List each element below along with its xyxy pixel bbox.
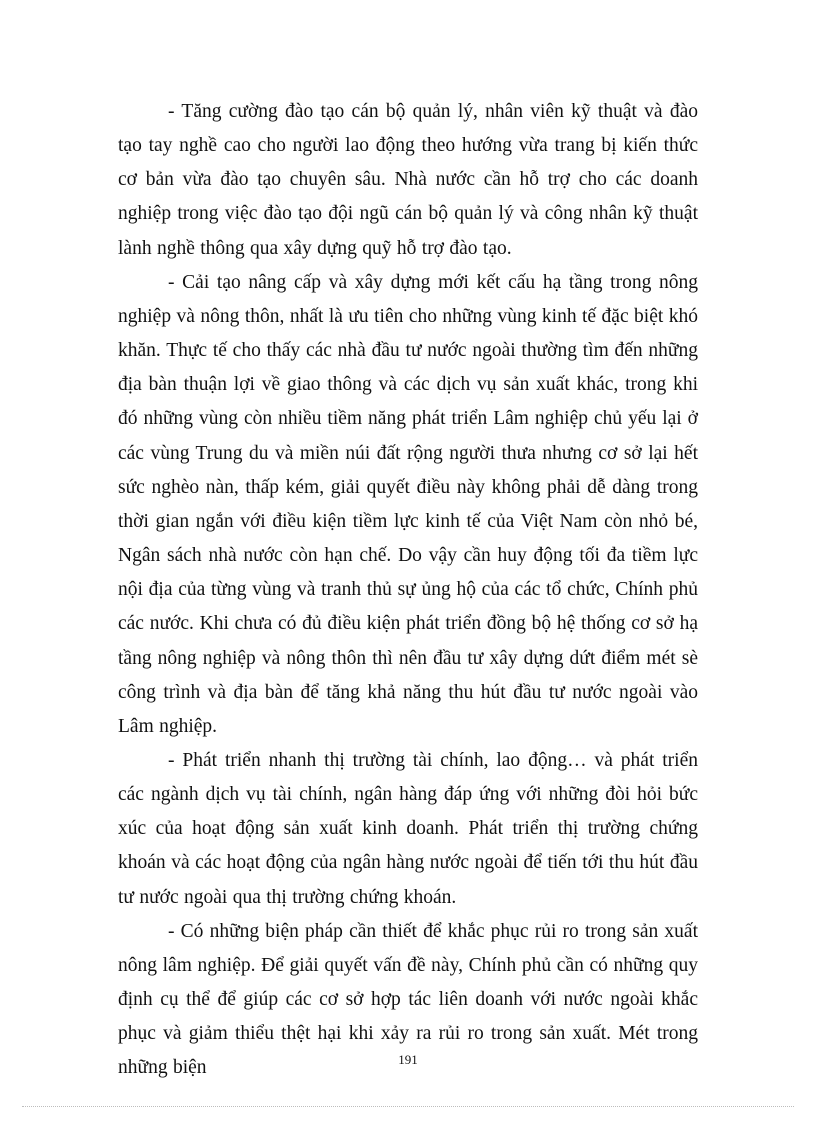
- page-bottom-divider: [22, 1106, 794, 1107]
- body-text: [118, 95, 698, 1086]
- paragraph-risk-measures: - Có những biện pháp cần thiết để khắc phục rủi ro trong sản xuất nông lâm nghiệp. Để giải quyết vấn đề này, Chính phủ cần có những quy định cụ thể để giúp các cơ sở hợp tác liên doanh với nước ngoài khắc phục và giảm thiểu thệt hại khi xảy ra rủi ro trong sản xuất. Mét trong những biện: [118, 920, 698, 1079]
- paragraph-financial-market: - Phát triển nhanh thị trường tài chính, lao động… và phát triển các ngành dịch vụ tài chính, ngân hàng đáp ứng với những đòi hỏi bức xúc của hoạt động sản xuất kinh doanh. Phát triển thị trường chứng khoán và các hoạt động của ngân hàng nước ngoài để tiến tới thu hút đầu tư nước ngoài qua thị trường chứng khoán.: [118, 749, 698, 908]
- page-number: 191: [398, 1052, 418, 1067]
- paragraph-training: - Tăng cường đào tạo cán bộ quản lý, nhân viên kỹ thuật và đào tạo tay nghề cao cho người lao động theo hướng vừa trang bị kiến thức cơ bản vừa đào tạo chuyên sâu. Nhà nước cần hỗ trợ cho các doanh nghiệp trong việc đào tạo đội ngũ cán bộ quản lý và công nhân kỹ thuật lành nghề thông qua xây dựng quỹ hỗ trợ đào tạo.: [118, 101, 698, 259]
- paragraph-infrastructure: - Cải tạo nâng cấp và xây dựng mới kết cấu hạ tầng trong nông nghiệp và nông thôn, nhất là ưu tiên cho những vùng kinh tế đặc biệt khó khăn. Thực tế cho thấy các nhà đầu tư nước ngoài thường tìm đến những địa bàn thuận lợi về giao thông và các dịch vụ sản xuất khác, trong khi đó những vùng còn nhiều tiềm năng phát triển Lâm nghiệp chủ yếu lại ở các vùng Trung du và miền núi đất rộng người thưa nhưng cơ sở lại hết sức nghèo nàn, thấp kém, giải quyết điều này không phải dễ dàng trong thời gian ngắn với điều kiện tiềm lực kinh tế của Việt Nam còn nhỏ bé, Ngân sách nhà nước còn hạn chế. Do vậy cần huy động tối đa tiềm lực nội địa của từng vùng và tranh thủ sự ủng hộ của các tổ chức, Chính phủ các nước. Khi chưa có đủ điều kiện phát triển đồng bộ hệ thống cơ sở hạ tầng nông nghiệp và nông thôn thì nên đầu tư xây dựng dứt điểm mét sè công trình và địa bàn để tăng khả năng thu hút đầu tư nước ngoài vào Lâm nghiệp.: [118, 271, 698, 737]
